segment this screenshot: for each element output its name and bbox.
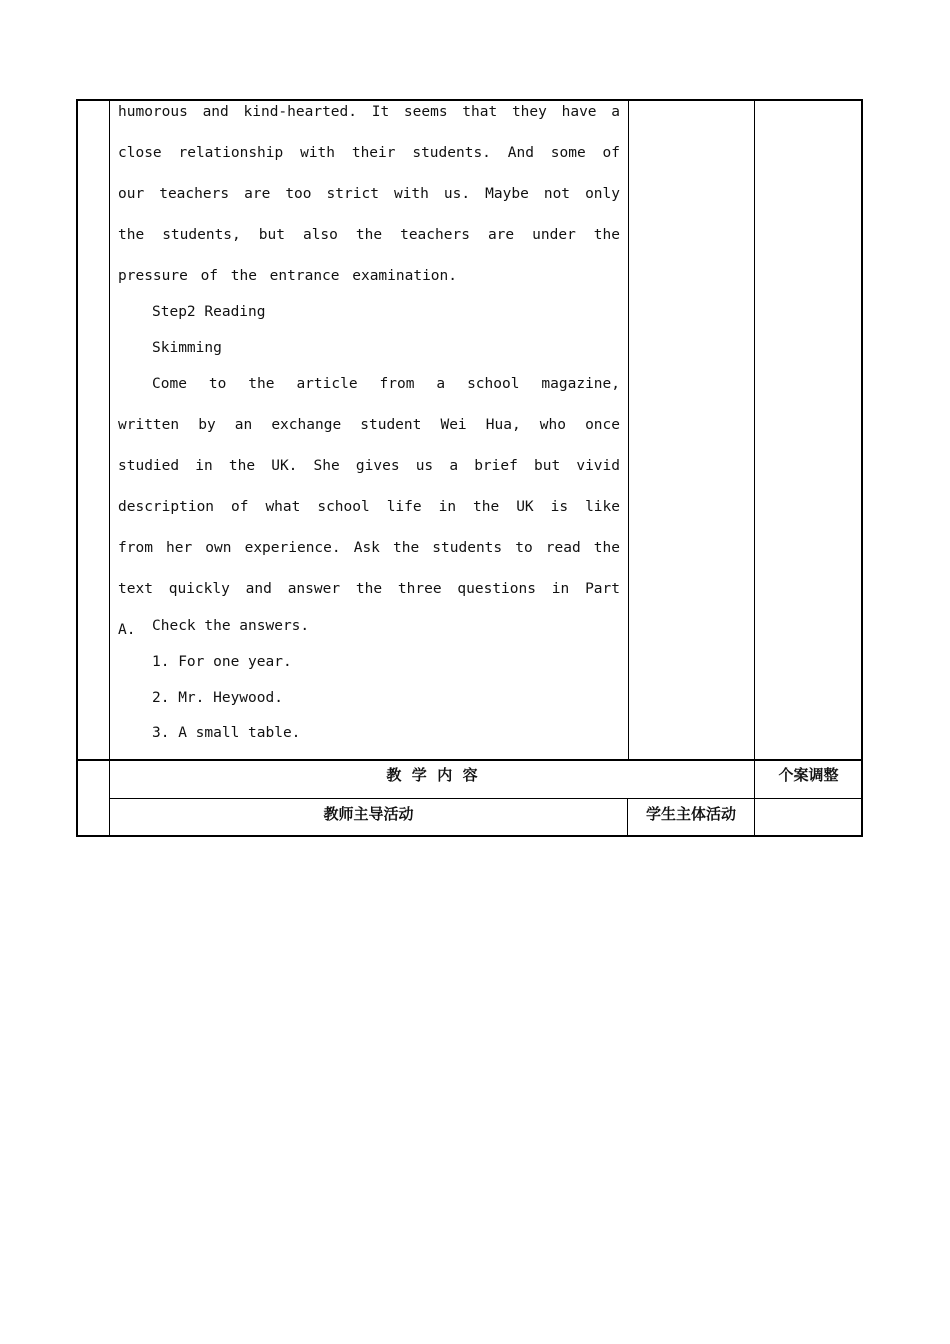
teacher-activity-header: 教师主导活动 [323, 805, 414, 823]
teaching-content-header: 教 学 内 容 [386, 766, 478, 784]
case-adjustment-header: 个案调整 [778, 766, 839, 784]
student-activity-header: 学生主体活动 [645, 805, 736, 823]
check-answers-text: Check the answers. [152, 618, 310, 634]
paragraph-teacher-discussion: humorous and kind-hearted. It seems that they have a close relationship with their students. And some of our teachers are too strict with us. Maybe not only the students, but also the teachers are under the pressure of the entrance examination. [118, 104, 620, 284]
answer-3: 3. A small table. [152, 725, 301, 741]
left-column-border [109, 99, 110, 837]
answer-2: 2. Mr. Heywood. [152, 690, 283, 706]
content-header-top-border [76, 759, 863, 761]
answer-1: 1. For one year. [152, 654, 292, 670]
adjust-column-border [754, 99, 755, 837]
skimming-heading: Skimming [152, 340, 222, 356]
paragraph-article-intro: Come to the article from a school magazine, written by an exchange student Wei Hua, who once studied in the UK. She gives us a brief but vivid description of what school life in the UK is like from her own experience. Ask the students to read the text quickly and answer the three questions in Part A. [118, 376, 620, 638]
step2-heading: Step2 Reading [152, 304, 266, 320]
subheader-border [109, 798, 863, 799]
